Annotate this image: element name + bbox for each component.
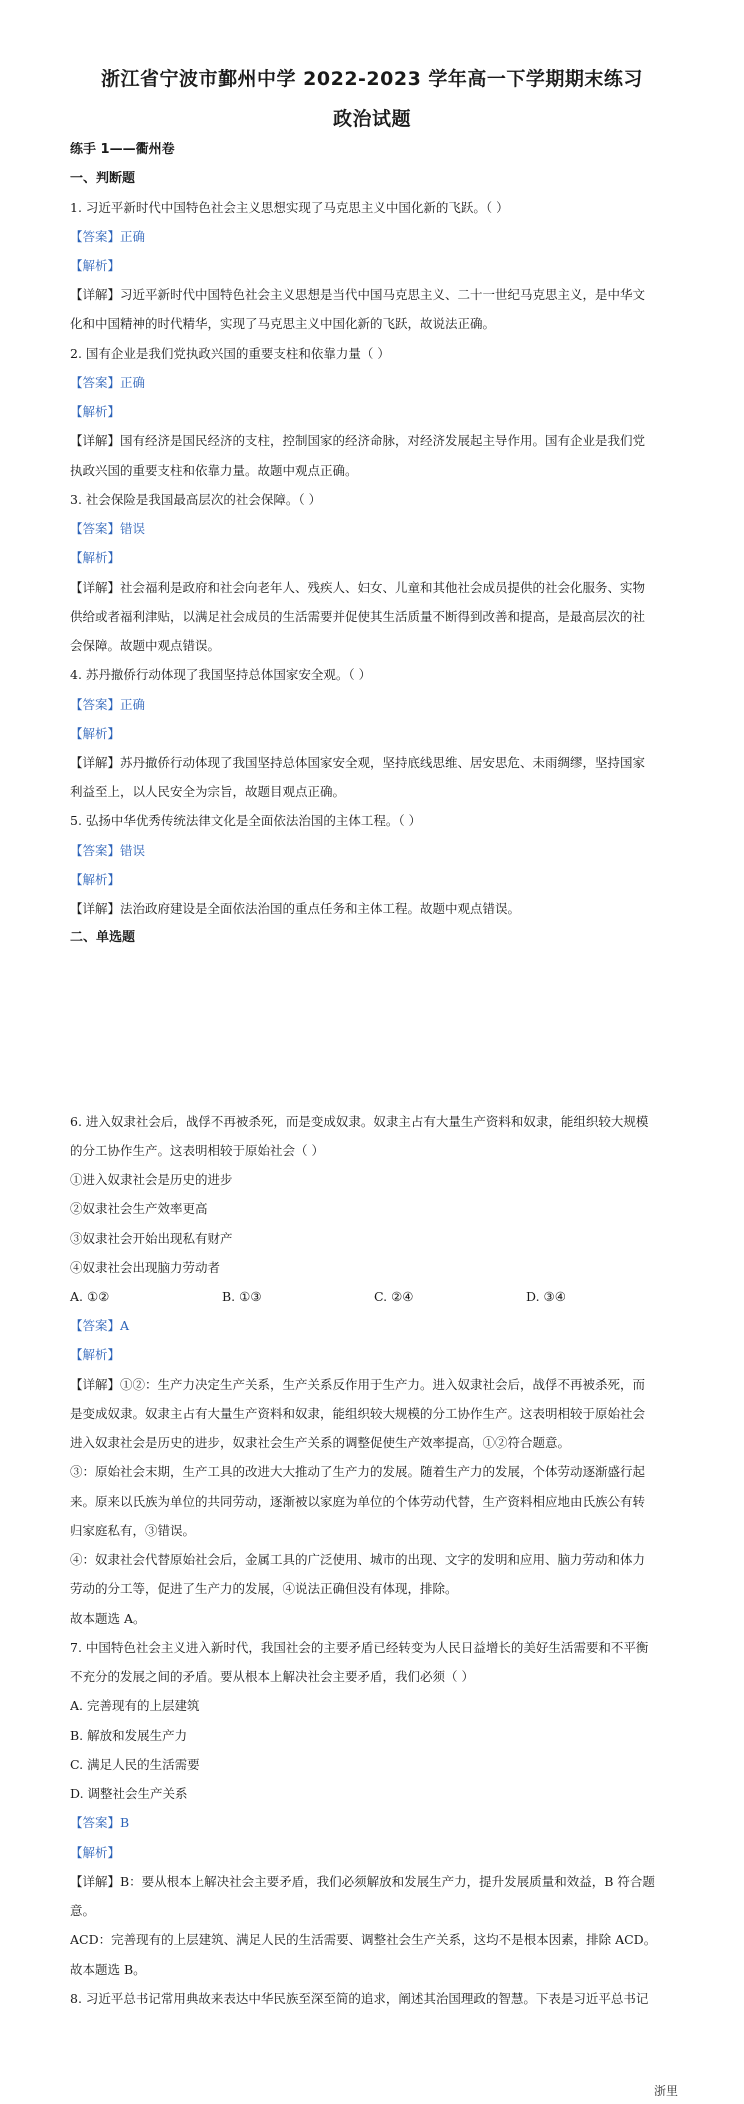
detail-text: 劳动的分工等，促进了生产力的发展，④说法正确但没有体现，排除。: [70, 1581, 458, 1596]
question-stem: 1. 习近平新时代中国特色社会主义思想实现了马克思主义中国化新的飞跃。（ ）: [70, 200, 509, 215]
question-stem: 4. 苏丹撤侨行动体现了我国坚持总体国家安全观。（ ）: [70, 667, 372, 682]
analysis-label: 【解析】: [70, 1347, 121, 1362]
detail-text: 【详解】社会福利是政府和社会向老年人、残疾人、妇女、儿童和其他社会成员提供的社会化服务、实物: [70, 580, 646, 595]
detail-text: 供给或者福利津贴，以满足社会成员的生活需要并促使其生活质量不断得到改善和提高，是最高层次的社: [70, 609, 646, 624]
detail-text: 【详解】习近平新时代中国特色社会主义思想是当代中国马克思主义、二十一世纪马克思主义，是中华文: [70, 287, 646, 302]
analysis-label: 【解析】: [70, 1845, 121, 1860]
question-stem: 2. 国有企业是我们党执政兴国的重要支柱和依靠力量（ ）: [70, 346, 390, 361]
section-heading-judgment: 一、判断题: [70, 171, 136, 186]
detail-text: 会保障。故题中观点错误。: [70, 638, 221, 653]
analysis-label: 【解析】: [70, 258, 121, 273]
detail-text: 进入奴隶社会是历史的进步，奴隶社会生产关系的调整促使生产效率提高，①②符合题意。: [70, 1435, 571, 1450]
detail-text: 【详解】国有经济是国民经济的支柱，控制国家的经济命脉，对经济发展起主导作用。国有企业是我们党: [70, 433, 646, 448]
option-a: A. 完善现有的上层建筑: [70, 1698, 200, 1713]
option-d: D. 调整社会生产关系: [70, 1786, 188, 1801]
document-subject-title: 政治试题: [332, 108, 411, 130]
analysis-label: 【解析】: [70, 726, 121, 741]
detail-text: 执政兴国的重要支柱和依靠力量。故题中观点正确。: [70, 463, 358, 478]
analysis-label: 【解析】: [70, 550, 121, 565]
option-a: A. ①②: [70, 1289, 110, 1304]
answer-label: 【答案】错误: [70, 521, 146, 536]
paper-subtitle: 练手 1——衢州卷: [70, 142, 175, 157]
option-b: B. 解放和发展生产力: [70, 1728, 188, 1743]
answer-label: 【答案】错误: [70, 843, 146, 858]
answer-label: 【答案】正确: [70, 375, 146, 390]
detail-text: 【详解】苏丹撤侨行动体现了我国坚持总体国家安全观，坚持底线思维、居安思危、未雨绸缪，坚持国家: [70, 755, 646, 770]
question-stem: 8. 习近平总书记常用典故来表达中华民族至深至简的追求，阐述其治国理政的智慧。下表是习近平总书记: [70, 1991, 649, 2006]
option-d: D. ③④: [526, 1289, 566, 1304]
answer-label: 【答案】正确: [70, 697, 146, 712]
statement-item: ③奴隶社会开始出现私有财产: [70, 1231, 233, 1246]
detail-text: 故本题选 A。: [70, 1611, 146, 1626]
analysis-label: 【解析】: [70, 404, 121, 419]
detail-text: 是变成奴隶。奴隶主占有大量生产资料和奴隶，能组织较大规模的分工协作生产。这表明相较于原始社会: [70, 1406, 646, 1421]
answer-label: 【答案】正确: [70, 229, 146, 244]
page-footer: 浙里: [653, 2084, 678, 2098]
option-c: C. ②④: [374, 1289, 414, 1304]
question-stem: 7. 中国特色社会主义进入新时代，我国社会的主要矛盾已经转变为人民日益增长的美好生活需要和不平衡: [70, 1640, 649, 1655]
option-c: C. 满足人民的生活需要: [70, 1757, 200, 1772]
detail-text: 利益至上，以人民安全为宗旨，故题目观点正确。: [70, 784, 346, 799]
question-stem: 5. 弘扬中华优秀传统法律文化是全面依法治国的主体工程。（ ）: [70, 813, 422, 828]
detail-text: 故本题选 B。: [70, 1962, 146, 1977]
detail-text: ③：原始社会末期，生产工具的改进大大推动了生产力的发展。随着生产力的发展，个体劳动逐渐盛行起: [70, 1464, 646, 1479]
document-title: 浙江省宁波市鄞州中学 2022-2023 学年高一下学期期末练习: [101, 68, 643, 90]
statement-item: ②奴隶社会生产效率更高: [70, 1201, 208, 1216]
section-heading-single-choice: 二、单选题: [70, 930, 136, 945]
detail-text: 归家庭私有，③错误。: [70, 1523, 196, 1538]
option-b: B. ①③: [222, 1289, 262, 1304]
detail-text: ④：奴隶社会代替原始社会后，金属工具的广泛使用、城市的出现、文字的发明和应用、脑力劳动和体力: [70, 1552, 646, 1567]
detail-text: 【详解】法治政府建设是全面依法治国的重点任务和主体工程。故题中观点错误。: [70, 901, 521, 916]
question-stem: 6. 进入奴隶社会后，战俘不再被杀死，而是变成奴隶。奴隶主占有大量生产资料和奴隶，能组织较大规模: [70, 1114, 649, 1129]
detail-text: ACD：完善现有的上层建筑、满足人民的生活需要、调整社会生产关系，这均不是根本因素，排除 ACD。: [70, 1932, 657, 1947]
answer-label: 【答案】A: [70, 1318, 130, 1333]
detail-text: 来。原来以氏族为单位的共同劳动，逐渐被以家庭为单位的个体劳动代替，生产资料相应地由氏族公有转: [70, 1494, 646, 1509]
detail-text: 化和中国精神的时代精华，实现了马克思主义中国化新的飞跃，故说法正确。: [70, 316, 496, 331]
question-stem: 3. 社会保险是我国最高层次的社会保障。（ ）: [70, 492, 322, 507]
detail-text: 【详解】B：要从根本上解决社会主要矛盾，我们必须解放和发展生产力，提升发展质量和效益，B 符合题: [70, 1874, 655, 1889]
answer-label: 【答案】B: [70, 1815, 130, 1830]
question-stem: 的分工协作生产。这表明相较于原始社会（ ）: [70, 1143, 324, 1158]
detail-text: 意。: [70, 1903, 96, 1918]
detail-text: 【详解】①②：生产力决定生产关系，生产关系反作用于生产力。进入奴隶社会后，战俘不再被杀死，而: [70, 1377, 646, 1392]
statement-item: ①进入奴隶社会是历史的进步: [70, 1172, 233, 1187]
question-stem: 不充分的发展之间的矛盾。要从根本上解决社会主要矛盾，我们必须（ ）: [70, 1669, 474, 1684]
statement-item: ④奴隶社会出现脑力劳动者: [70, 1260, 221, 1275]
analysis-label: 【解析】: [70, 872, 121, 887]
